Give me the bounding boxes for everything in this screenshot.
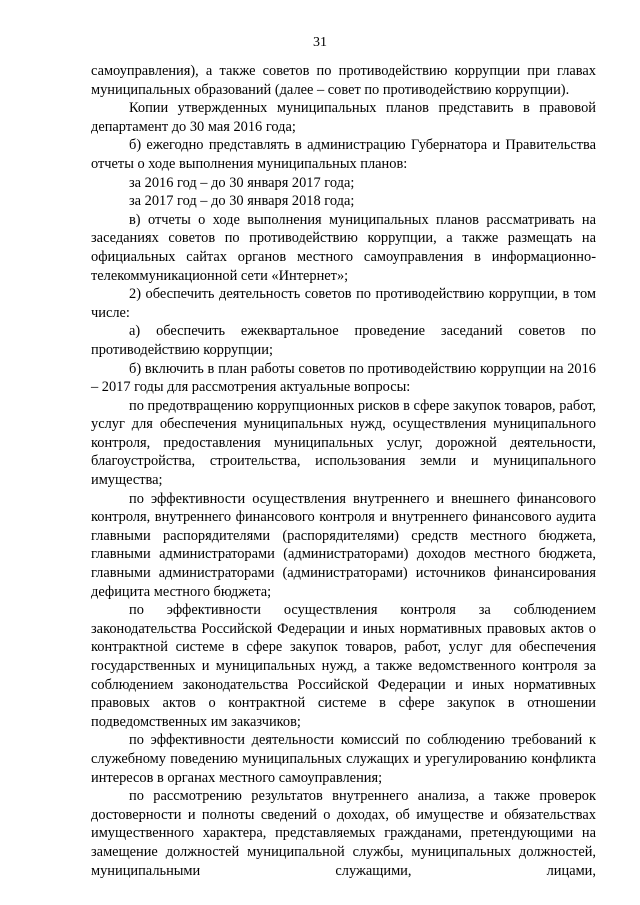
paragraph: Копии утвержденных муниципальных планов представить в правовой департамент до 30 мая 2016 года; [91, 100, 596, 135]
paragraph: по рассмотрению результатов внутреннего анализа, а также проверок достоверности и полноты сведений о доходах, об имуществе и обязательствах имущественного характера, представляемых гражданами, претендующими на замещение должностей муниципальной службы, муниципальных должностей, муниципальными служащими, лицами, [91, 788, 596, 879]
paragraph: по эффективности осуществления контроля за соблюдением законодательства Российской Федерации и иных нормативных правовых актов о контрактной системе в сфере закупок товаров, работ, услуг для обеспечения государственных и муниципальных нужд, а также ведомственного контроля за соблюдением законодательства Российской Федерации и иных нормативных правовых актов о контрактной системе в сфере закупок в отношении подведомственных им заказчиков; [91, 602, 596, 730]
document-body [91, 62, 596, 880]
paragraph: б) ежегодно представлять в администрацию Губернатора и Правительства отчеты о ходе выполнения муниципальных планов: [91, 137, 596, 172]
paragraph: самоуправления), а также советов по противодействию коррупции при главах муниципальных образований (далее – совет по противодействию коррупции). [91, 63, 596, 98]
paragraph: а) обеспечить ежеквартальное проведение заседаний советов по противодействию коррупции; [91, 323, 596, 358]
paragraph: по эффективности деятельности комиссий по соблюдению требований к служебному поведению муниципальных служащих и урегулированию конфликта интересов в органах местного самоуправления; [91, 732, 596, 786]
paragraph: по предотвращению коррупционных рисков в сфере закупок товаров, работ, услуг для обеспечения муниципальных нужд, осуществления муниципального контроля, предоставления муниципальных услуг, дорожной деятельности, благоустройства, строительства, использования земли и муниципального имущества; [91, 397, 596, 489]
paragraph: 2) обеспечить деятельность советов по противодействию коррупции, в том числе: [91, 286, 596, 321]
paragraph: б) включить в план работы советов по противодействию коррупции на 2016 – 2017 годы для рассмотрения актуальные вопросы: [91, 360, 596, 396]
page-number: 31 [313, 35, 327, 50]
paragraph: за 2016 год – до 30 января 2017 года; [129, 174, 355, 191]
paragraph: по эффективности осуществления внутреннего и внешнего финансового контроля, внутреннего финансового контроля и внутреннего финансового аудита главными распорядителями (распорядителями) средств местного бюджета, главными администраторами (администраторами) доходов местного бюджета, главными администраторами (администраторами) источников финансирования дефицита местного бюджета; [91, 490, 596, 600]
paragraph: в) отчеты о ходе выполнения муниципальных планов рассматривать на заседаниях советов по противодействию коррупции, а также размещать на официальных сайтах органов местного самоуправления в информационно-телекоммуникационной сети «Интернет»; [91, 211, 596, 284]
paragraph: за 2017 год – до 30 января 2018 года; [129, 193, 355, 210]
